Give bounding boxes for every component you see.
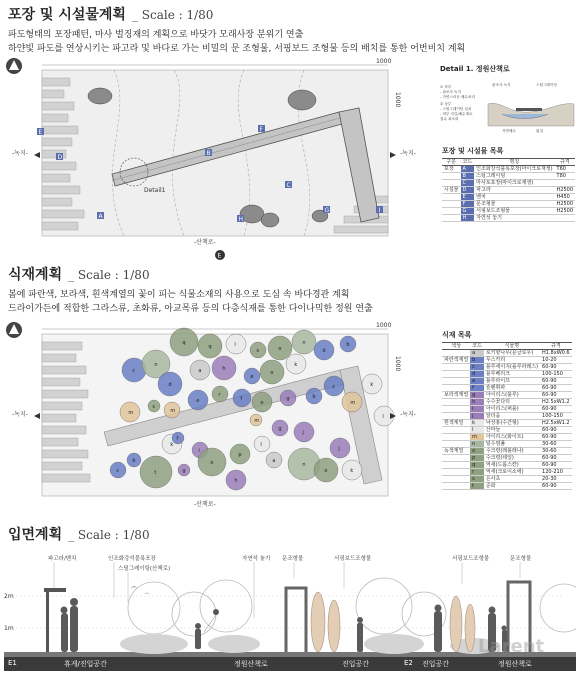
dim-top: 1000 (376, 58, 392, 65)
plant-code-label: k (350, 468, 354, 474)
plant-code-label: s (256, 348, 260, 354)
planting-legend-title: 식재 목록 (442, 331, 472, 339)
planting-legend-row: i 아이리스(퍼플) 60-90 (442, 406, 572, 413)
label-door-1: 문조형물 (282, 556, 304, 562)
plant-code-label: n (154, 362, 158, 368)
balloon (213, 609, 219, 615)
svg-text:- 자연스러운 배수처리: - 자연스러운 배수처리 (440, 95, 475, 99)
label-pergola: 파고라/벤치 (48, 556, 77, 562)
plant-code-label: k (170, 442, 174, 448)
north-arrow-icon (6, 322, 22, 338)
plant-code-label: r (218, 392, 221, 398)
label-surf-2: 서핑보드조형물 (452, 556, 490, 562)
plant-code-label: f (176, 436, 179, 442)
plant-code-label: e (250, 374, 254, 380)
edge-bottom: -산책로- (194, 501, 216, 508)
plant-j-marker (294, 422, 314, 442)
height-1m: 1m (4, 625, 14, 632)
plant-code-label: h (234, 478, 238, 484)
svg-text:침수 최소화: 침수 최소화 (440, 117, 459, 121)
plant-code-label: m (128, 410, 134, 416)
plant-code-label: g (182, 468, 186, 474)
elevation-title: 입면계획 _ Scale : 1/80 (8, 527, 150, 543)
svg-text:- 스틸그레이팅 설치: - 스틸그레이팅 설치 (440, 107, 472, 111)
plant-code-label: m (170, 408, 176, 414)
plant-code-label: o (270, 370, 274, 376)
marker-f: F (259, 126, 263, 133)
planting-legend-row: m 아이리스(화이트) 60-90 (442, 434, 572, 441)
plant-j-marker (330, 438, 350, 458)
paving-legend-title: 포장 및 시설물 목록 (442, 147, 504, 155)
marker-h: H (238, 216, 244, 223)
plant-code-label: e (196, 398, 200, 404)
paving-legend-row: C 마사토포장(마이크로재생) (442, 180, 575, 187)
dim-right: 1000 (394, 356, 401, 372)
edge-right: -녹지- (400, 411, 416, 418)
plant-code-label: q (182, 340, 186, 346)
paving-legend-row: B 스틸그레이팅 T80 (442, 173, 575, 180)
plant-code-label: k (294, 362, 298, 368)
marker-c: C (286, 182, 291, 189)
planting-legend-row: p 수크령(테일) 60-90 (442, 455, 572, 462)
planting-legend-row: h 수수꽃다리 H2.5xW1.2 (442, 399, 572, 406)
height-2m: 2m (4, 593, 14, 600)
plant-code-label: q (208, 344, 212, 350)
zone-e2: E2 (404, 659, 413, 667)
svg-text:- 하부 자갈/배수재로: - 하부 자갈/배수재로 (440, 112, 473, 116)
svg-text:판조사 녹지: 판조사 녹지 (492, 83, 511, 87)
planting-legend-table: 색상 코드 식물명 규격 a 로키향나무(문글로우) H1.8xW0.6 파란색계열 b 무스카리 10-20 c 블루세이지(플루라레스) 60-90 d 블루베리크 100-150 e 블루라이프 60-90 f 슬렌휘파 60-90 보라색계열 g 아이리스(블루) 60-90 h 수수꽃다리 H2.5xW1.2 i 아이리스(퍼플) 60-90 j 알리움 100-150 흰색계열 k 낙상홍(수간형) H2.5xW1.2 l 산마늘 60-90 m 아이리스(화이트) 60-90 n 털수염풀 30-60 녹색계열 o 수크령(레블레나) 30-60 p 수크령(테일) 60-90 q 억새(드롭스칸) 60-90 r 억새(크로이소에) 120-210 s 은사초 20-30 t 준화 60-90 (444, 343, 570, 489)
planting-plan (4, 320, 434, 516)
detail-panel (440, 64, 576, 144)
planting-legend (442, 330, 576, 490)
plant-code-label: a (272, 458, 276, 464)
elevation-zone-bar (4, 657, 576, 671)
plant-code-label: f (240, 396, 243, 402)
paving-legend-row: 포장 A 인조화강석블록포장(마이크로재생) T60 (442, 166, 575, 173)
edge-bottom: -산책로- (194, 239, 216, 246)
detail-title: Detail 1. 정원산책로 (440, 65, 510, 73)
svg-text:됨질: 됨질 (536, 129, 543, 133)
plant-l-marker (226, 334, 246, 354)
plant-code-label: d (168, 382, 172, 388)
planting-legend-row: e 블루라이프 60-90 (442, 378, 572, 385)
planting-legend-row: c 블루세이지(플루라레스) 60-90 (442, 364, 572, 371)
plant-code-label: h (222, 366, 226, 372)
planting-legend-row: t 준화 60-90 (442, 483, 572, 490)
plant-code-label: n (302, 462, 306, 468)
zone-garden-path: 정원산책로 (234, 660, 268, 668)
plant-code-label: j (338, 446, 340, 452)
plant-code-label: b (346, 342, 350, 348)
svg-text:자연배수: 자연배수 (502, 129, 516, 133)
planting-description-2: 드라이가든에 적합한 그라스류, 초화류, 아교목류 등의 다층식재를 통한 다이나믹한 정원 연출 (8, 304, 373, 314)
plant-code-label: c (132, 368, 136, 374)
svg-text:E: E (217, 252, 222, 260)
paving-legend-row: G 서핑보드조형물 H2500 (442, 208, 575, 215)
zone-entry: 진입공간 (342, 660, 370, 668)
plant-code-label: i (198, 448, 200, 454)
paving-legend (442, 146, 576, 222)
paving-legend-row: H 자연석 놓기 (442, 215, 575, 222)
paving-legend-row: F 문조형물 H2500 (442, 201, 575, 208)
paving-description-2: 하얀빛 파도를 연상시키는 파고라 및 바다로 가는 비밀의 문 조형물, 서핑보드 조형물 등의 배치를 통한 어번비치 계획 (8, 44, 466, 54)
plant-code-label: g (278, 426, 282, 432)
label-paving: 인조화강석블록포장 (108, 556, 156, 562)
plant-code-label: t (154, 470, 157, 476)
planting-legend-row: s 은사초 20-30 (442, 476, 572, 483)
planting-legend-row: 보라색계열 g 아이리스(블루) 60-90 (442, 392, 572, 399)
watermark: Larent (478, 636, 545, 657)
plant-code-label: k (370, 382, 374, 388)
planting-legend-row: n 털수염풀 30-60 (442, 441, 572, 448)
label-surf-1: 서핑보드조형물 (334, 556, 372, 562)
marker-a: A (98, 213, 103, 220)
planting-legend-row: q 억새(드롭스칸) 60-90 (442, 462, 572, 469)
marker-g: G (324, 207, 330, 214)
paving-plan (4, 56, 434, 262)
planting-legend-row: a 로키향나무(문글로우) H1.8xW0.6 (442, 350, 572, 357)
marker-d: D (57, 154, 63, 161)
plant-code-label: o (210, 460, 214, 466)
plant-code-label: s (152, 404, 156, 410)
detail-label: Detail1 (144, 187, 166, 194)
plant-code-label: d (322, 348, 326, 354)
plant-code-label: p (238, 452, 242, 458)
paving-legend-row: E 벤치 H450 (442, 194, 575, 201)
zone-entry-2: 진입공간 (422, 660, 450, 668)
zone-rest: 휴게/진입공간 (64, 660, 107, 668)
paving-legend-table: 구분 코드 명칭 규격 포장 A 인조화강석블록포장(마이크로재생) T60 B 스틸그레이팅 T80 C 마사토포장(마이크로재생) 시설물 D 파고라 H2500 E 벤치 H450 F 문조형물 H2500 G 서핑보드조형물 H2500 H 자연석 놓기 (444, 159, 574, 221)
svg-text:스틸그레이팅: 스틸그레이팅 (536, 83, 557, 87)
plant-code-label: l (260, 442, 262, 448)
marker-i: I (378, 207, 381, 214)
planting-legend-row: l 산마늘 60-90 (442, 427, 572, 434)
plant-code-label: o (324, 468, 328, 474)
plant-code-label: o (260, 400, 264, 406)
plant-code-label: n (302, 340, 306, 346)
label-grating: 스틸그레이팅(산책로) (118, 566, 171, 572)
marker-b: B (206, 150, 211, 157)
planting-legend-row: 녹색계열 o 수크령(레블레나) 30-60 (442, 448, 572, 455)
svg-text:① 하부: ① 하부 (440, 85, 452, 89)
plant-code-label: b (312, 394, 316, 400)
plant-code-label: j (302, 430, 304, 436)
plant-code-label: c (116, 468, 120, 474)
plant-code-label: m (350, 400, 356, 406)
planting-description-1: 봄에 파란색, 보라색, 흰색계열의 꽃이 피는 식물소재의 사용으로 도심 속 바다경관 계획 (8, 290, 350, 300)
plant-code-label: a (198, 368, 202, 374)
svg-text:- 판조사 녹지: - 판조사 녹지 (440, 90, 461, 94)
planting-legend-row: r 억새(크로이소에) 120-210 (442, 469, 572, 476)
edge-left: -녹지- (12, 150, 28, 157)
planting-legend-row: 파란색계열 b 무스카리 10-20 (442, 357, 572, 364)
zone-garden-path-2: 정원산책로 (498, 660, 532, 668)
marker-e: E (38, 129, 43, 136)
plant-code-label: o (278, 346, 282, 352)
plant-code-label: c (332, 384, 336, 390)
detail-section-drawing (440, 74, 576, 144)
planting-legend-row: j 알리움 100-150 (442, 413, 572, 420)
label-door-2: 문조형물 (510, 556, 532, 562)
plant-code-label: g (286, 396, 290, 402)
paving-description-1: 파도형태의 포장패턴, 마사 벌징재의 계획으로 바닷가 모래사장 분위기 연출 (8, 30, 304, 40)
plant-code-label: m (254, 418, 260, 424)
plant-code-label: b (132, 458, 136, 464)
paving-legend-row: 시설물 D 파고라 H2500 (444, 187, 574, 193)
edge-right: -녹지- (400, 150, 416, 157)
label-stone: 자연석 놓기 (242, 556, 271, 562)
planting-legend-row: d 블루베리크 100-150 (442, 371, 572, 378)
plant-code-label: l (382, 414, 384, 420)
dim-right: 1000 (394, 92, 401, 108)
plant-code-label: l (234, 342, 236, 348)
north-arrow-icon (6, 58, 22, 74)
dim-top: 1000 (376, 322, 392, 329)
planting-legend-row: f 슬렌휘파 60-90 (442, 385, 572, 392)
edge-left: -녹지- (12, 411, 28, 418)
svg-text:② 상부: ② 상부 (440, 102, 452, 106)
planting-title: 식재계획 _ Scale : 1/80 (8, 267, 150, 283)
planting-legend-row: 흰색계열 k 낙상홍(수간형) H2.5xW1.2 (444, 420, 570, 426)
paving-title: 포장 및 시설물계획 _ Scale : 1/80 (8, 7, 214, 23)
zone-e1: E1 (8, 659, 17, 667)
plant-l-marker (254, 436, 270, 452)
